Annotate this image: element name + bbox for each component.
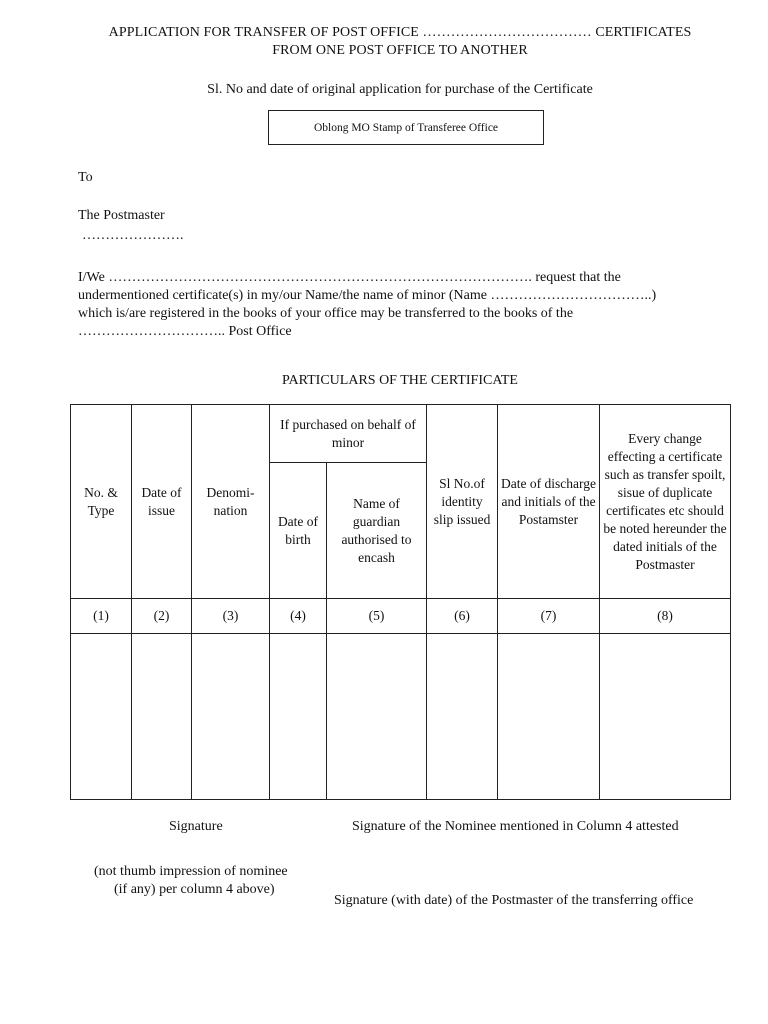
signature-label: Signature (169, 819, 223, 834)
stamp-box (268, 110, 544, 145)
col-number: (7) (498, 599, 600, 634)
blank-cell[interactable] (132, 634, 192, 800)
col-date-birth: Date of birth (270, 463, 327, 599)
col-number: (6) (427, 599, 498, 634)
col-number: (2) (132, 599, 192, 634)
nominee-attested-label: Signature of the Nominee mentioned in Column 4 attested (352, 819, 679, 834)
col-sl-no-slip: Sl No.of identity slip issued (427, 405, 498, 599)
col-discharge: Date of discharge and initials of the Postamster (498, 405, 600, 599)
blank-cell[interactable] (600, 634, 731, 800)
col-minor-group: If purchased on behalf of minor (270, 405, 427, 463)
stamp-box-label: Oblong MO Stamp of Transferee Office (313, 121, 499, 134)
table-header-row-1 (71, 405, 731, 463)
col-number: (8) (600, 599, 731, 634)
col-number: (5) (327, 599, 427, 634)
blank-cell[interactable] (427, 634, 498, 800)
body-line-1: I/We ………………………………………………………………………………. request that the (78, 270, 621, 285)
blank-cell[interactable] (71, 634, 132, 800)
blank-cell[interactable] (498, 634, 600, 800)
col-number: (1) (71, 599, 132, 634)
address-to: To (78, 170, 93, 185)
col-no-type: No. & Type (71, 405, 132, 599)
form-title-line2: FROM ONE POST OFFICE TO ANOTHER (272, 43, 528, 58)
table-blank-row (71, 634, 731, 800)
blank-cell[interactable] (270, 634, 327, 800)
table-number-row (71, 599, 731, 634)
thumb-note-line2: (if any) per column 4 above) (114, 882, 275, 897)
col-change-note: Every change effecting a certificate such as transfer spoilt, sisue of duplicate certificates etc should be noted hereunder the dated initials of the Postmaster (600, 405, 731, 599)
thumb-note-line1: (not thumb impression of nominee (94, 864, 288, 879)
col-denomination: Denomi-nation (192, 405, 270, 599)
address-postmaster: The Postmaster (78, 208, 165, 223)
body-line-2: undermentioned certificate(s) in my/our Name/the name of minor (Name ……………………………..) (78, 288, 657, 303)
col-number: (4) (270, 599, 327, 634)
body-line-3: which is/are registered in the books of your office may be transferred to the books of the (78, 306, 574, 321)
address-dots: …………………. (82, 228, 184, 243)
blank-cell[interactable] (327, 634, 427, 800)
form-title-line1: APPLICATION FOR TRANSFER OF POST OFFICE ……………………………… CERTIFICATES (108, 25, 692, 40)
blank-cell[interactable] (192, 634, 270, 800)
col-date-issue: Date of issue (132, 405, 192, 599)
col-number: (3) (192, 599, 270, 634)
body-line-4: ………………………….. Post Office (78, 324, 292, 339)
postmaster-signature-label: Signature (with date) of the Postmaster of the transferring office (334, 893, 694, 908)
particulars-table (70, 404, 731, 800)
sl-no-line: Sl. No and date of original application for purchase of the Certificate (207, 82, 593, 97)
particulars-heading: PARTICULARS OF THE CERTIFICATE (282, 373, 518, 388)
col-guardian: Name of guardian authorised to encash (327, 463, 427, 599)
